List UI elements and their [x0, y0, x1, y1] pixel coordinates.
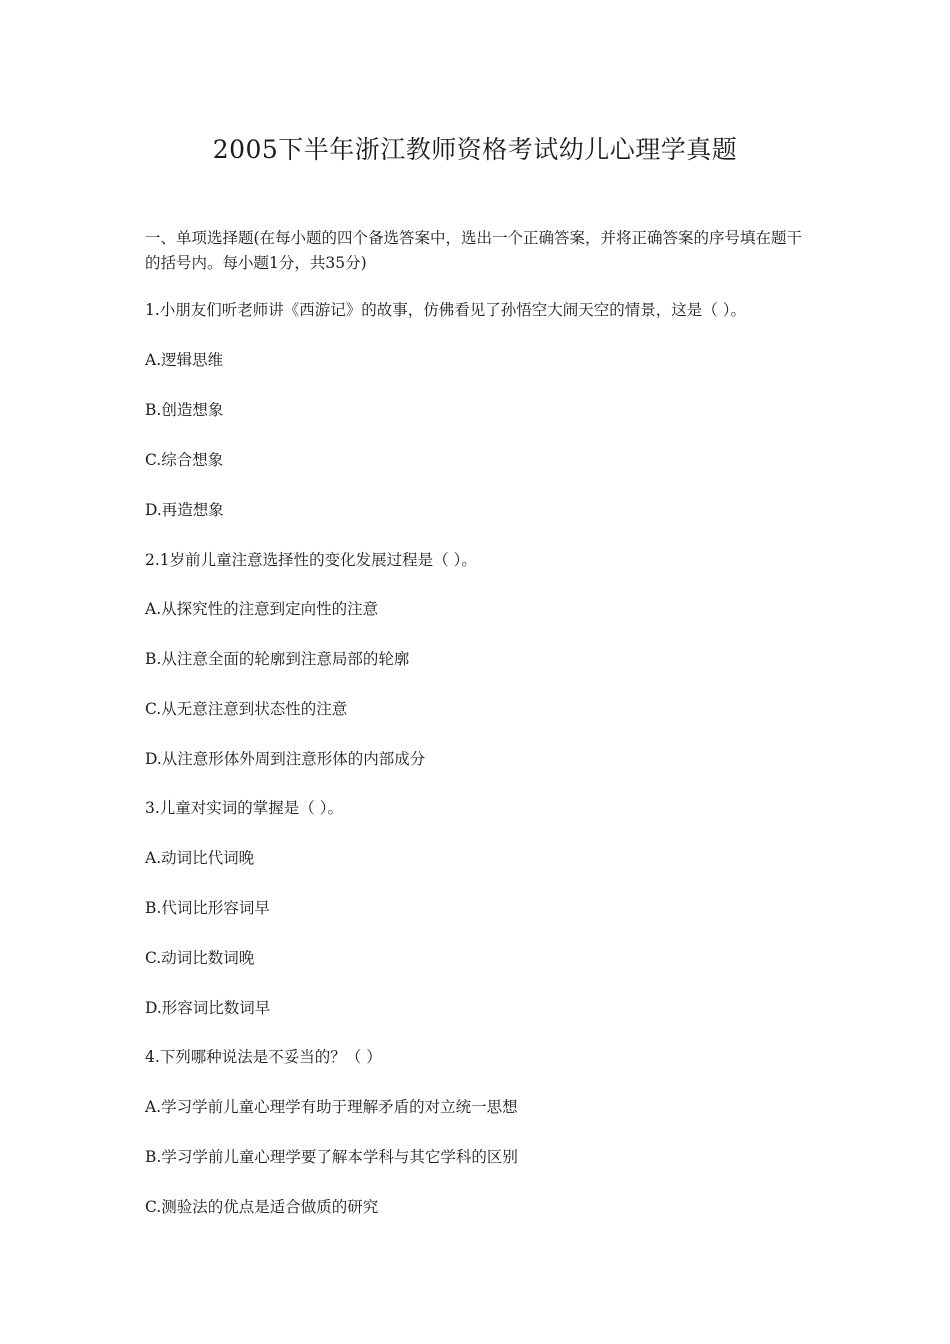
question-1-stem: 1.小朋友们听老师讲《西游记》的故事，仿佛看见了孙悟空大闹天空的情景，这是（ ）。	[145, 301, 746, 319]
question-4-option-c: C.测验法的优点是适合做质的研究	[145, 1198, 379, 1216]
question-3-option-a: A.动词比代词晚	[145, 849, 255, 867]
question-4-stem: 4.下列哪种说法是不妥当的？（ ）	[145, 1048, 382, 1066]
section-heading: 一、单项选择题(在每小题的四个备选答案中，选出一个正确答案，并将正确答案的序号填在题干的括号内。每小题1分，共35分)	[145, 229, 803, 272]
question-3-option-d: D.形容词比数词早	[145, 999, 271, 1017]
question-3-stem: 3.儿童对实词的掌握是（ ）。	[145, 799, 343, 817]
question-1-option-c: C.综合想象	[145, 451, 224, 469]
question-2-option-a: A.从探究性的注意到定向性的注意	[145, 600, 379, 618]
question-3-option-c: C.动词比数词晚	[145, 949, 255, 967]
question-2-option-c: C.从无意注意到状态性的注意	[145, 700, 348, 718]
question-3-option-b: B.代词比形容词早	[145, 899, 270, 917]
question-2-stem: 2.1岁前儿童注意选择性的变化发展过程是（ ）。	[145, 551, 477, 569]
question-2-option-b: B.从注意全面的轮廓到注意局部的轮廓	[145, 650, 410, 668]
question-4-option-b: B.学习学前儿童心理学要了解本学科与其它学科的区别	[145, 1148, 518, 1166]
question-2-option-d: D.从注意形体外周到注意形体的内部成分	[145, 750, 426, 768]
question-1-option-b: B.创造想象	[145, 401, 224, 419]
document-title: 2005下半年浙江教师资格考试幼儿心理学真题	[212, 135, 738, 164]
question-1-option-d: D.再造想象	[145, 501, 224, 519]
question-1-option-a: A.逻辑思维	[145, 351, 224, 369]
question-4-option-a: A.学习学前儿童心理学有助于理解矛盾的对立统一思想	[145, 1098, 518, 1116]
